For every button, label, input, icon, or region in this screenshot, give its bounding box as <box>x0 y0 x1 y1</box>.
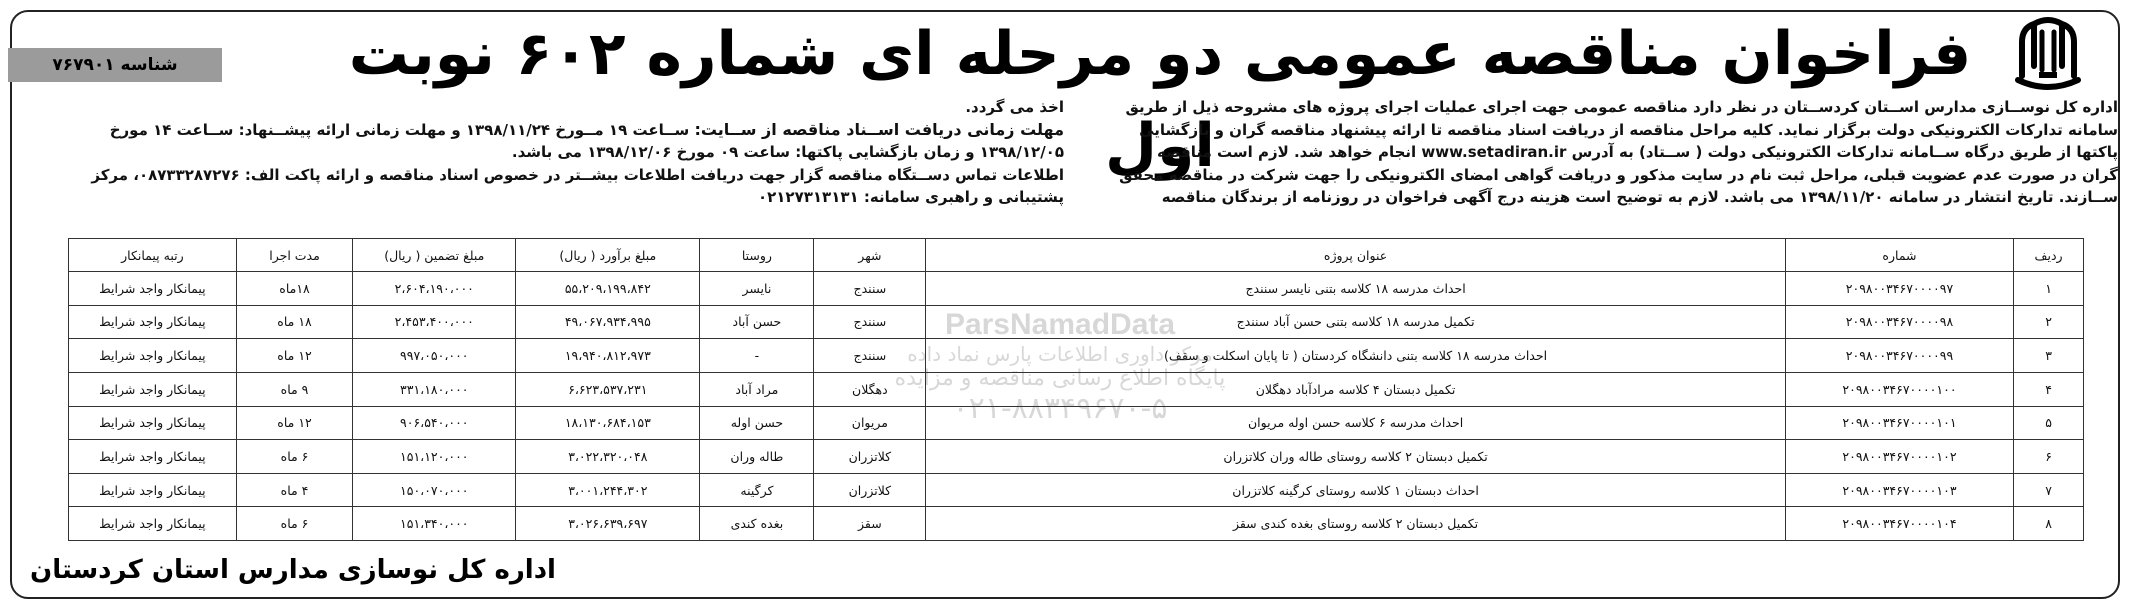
column-header-tender-number: شماره <box>1785 239 2013 272</box>
cell-row-number: ۳ <box>2014 339 2084 373</box>
cell-village: حسن اوله <box>700 406 814 440</box>
cell-duration: ۶ ماه <box>236 440 352 474</box>
cell-estimate: ۵۵،۲۰۹،۱۹۹،۸۴۲ <box>516 272 700 306</box>
intro-line: سامانه تدارکات الکترونیکی دولت برگزار نماید. کلیه مراحل مناقصه از دریافت اسناد مناقصه تا ارائه پیشنهاد مناقصه گران و بازگشایی <box>1139 120 2118 139</box>
column-header-village: روستا <box>700 239 814 272</box>
watermark-brand: ParsNamadData <box>944 308 1176 341</box>
cell-contractor-rank: پیمانکار واجد شرایط <box>69 440 237 474</box>
cell-village: طاله وران <box>700 440 814 474</box>
deadlines-paragraph <box>14 96 1064 226</box>
cell-contractor-rank: پیمانکار واجد شرایط <box>69 339 237 373</box>
intro-line: اخذ می گردد. <box>965 98 1064 116</box>
cell-village: حسن آباد <box>700 305 814 339</box>
cell-estimate: ۶،۶۲۳،۵۳۷،۲۳۱ <box>516 372 700 406</box>
deadline-label: مهلت زمانی دریافت اســناد مناقصه از ســایت: <box>694 119 1064 139</box>
column-header-city: شهر <box>814 239 926 272</box>
cell-project-title: احداث مدرسه ۱۸ کلاسه بتنی نایسر سنندج <box>926 272 1786 306</box>
column-header-contractor-rank: رتبه پیمانکار <box>69 239 237 272</box>
cell-duration: ۱۸ ماه <box>236 305 352 339</box>
cell-contractor-rank: پیمانکار واجد شرایط <box>69 305 237 339</box>
cell-row-number: ۶ <box>2014 440 2084 474</box>
cell-estimate: ۱۸،۱۳۰،۶۸۴،۱۵۳ <box>516 406 700 440</box>
cell-project-title: احداث مدرسه ۶ کلاسه حسن اوله مریوان <box>926 406 1786 440</box>
cell-estimate: ۳،۰۰۱،۲۴۴،۳۰۲ <box>516 473 700 507</box>
cell-village: نایسر <box>700 272 814 306</box>
watermark-line: مرکز داوری اطلاعات پارس نماد داده <box>907 342 1213 366</box>
cell-project-title: تکمیل دبستان ۲ کلاسه روستای بغده کندی سقز <box>926 507 1786 541</box>
cell-estimate: ۳،۰۲۲،۳۲۰،۰۴۸ <box>516 440 700 474</box>
cell-row-number: ۴ <box>2014 372 2084 406</box>
cell-row-number: ۲ <box>2014 305 2084 339</box>
column-header-duration: مدت اجرا <box>236 239 352 272</box>
table-row <box>69 507 2084 541</box>
deadline-line <box>14 119 1064 142</box>
table-row <box>69 372 2084 406</box>
intro-paragraph <box>1080 96 2118 226</box>
column-header-estimate: مبلغ برآورد ( ریال) <box>516 239 700 272</box>
watermark-phone: ۰۲۱-۸۸۳۴۹۶۷۰-۵ <box>952 391 1168 426</box>
cell-contractor-rank: پیمانکار واجد شرایط <box>69 406 237 440</box>
cell-tender-number: ۲۰۹۸۰۰۳۴۶۷۰۰۰۰۱۰۰ <box>1785 372 2013 406</box>
cell-village: مراد آباد <box>700 372 814 406</box>
cell-project-title: تکمیل دبستان ۴ کلاسه مرادآباد دهگلان <box>926 372 1786 406</box>
cell-project-title: تکمیل مدرسه ۱۸ کلاسه بتنی حسن آباد سنندج <box>926 305 1786 339</box>
projects-table <box>68 238 2084 541</box>
cell-city: سنندج <box>814 305 926 339</box>
cell-contractor-rank: پیمانکار واجد شرایط <box>69 272 237 306</box>
cell-guarantee: ۳۳۱،۱۸۰،۰۰۰ <box>353 372 516 406</box>
deadline-text: ســاعت ۱۹ مــورخ ۱۳۹۸/۱۱/۲۴ و مهلت زمانی ارائه پیشــنهاد: ســاعت ۱۴ مورخ <box>109 120 695 139</box>
cell-contractor-rank: پیمانکار واجد شرایط <box>69 372 237 406</box>
cell-project-title: احداث مدرسه ۱۸ کلاسه بتنی دانشگاه کردستان ( تا پایان اسکلت و سقف) <box>926 339 1786 373</box>
column-header-guarantee: مبلغ تضمین ( ریال) <box>353 239 516 272</box>
table-row <box>69 272 2084 306</box>
cell-row-number: ۸ <box>2014 507 2084 541</box>
cell-estimate: ۱۹،۹۴۰،۸۱۲،۹۷۳ <box>516 339 700 373</box>
cell-duration: ۹ ماه <box>236 372 352 406</box>
cell-duration: ۱۲ ماه <box>236 339 352 373</box>
cell-guarantee: ۹۰۶،۵۴۰،۰۰۰ <box>353 406 516 440</box>
cell-village: کرگینه <box>700 473 814 507</box>
table-row <box>69 339 2084 373</box>
table-row <box>69 305 2084 339</box>
cell-estimate: ۳،۰۲۶،۶۳۹،۶۹۷ <box>516 507 700 541</box>
column-header-row-number: ردیف <box>2014 239 2084 272</box>
intro-line: اداره کل نوســازی مدارس اســتان کردســتان در نظر دارد مناقصه عمومی جهت اجرای عملیات اجرای پروژه های مشروحه ذیل از طریق <box>1125 98 2118 116</box>
intro-line: ۱۳۹۸/۱۲/۰۵ و زمان بازگشایی پاکتها: ساعت ۰۹ مورخ ۱۳۹۸/۱۲/۰۶ می باشد. <box>511 143 1064 161</box>
cell-row-number: ۱ <box>2014 272 2084 306</box>
intro-line: گران در صورت عدم عضویت قبلی، مراحل ثبت نام در سایت مذکور و دریافت گواهی امضای الکترونیکی را جهت شرکت در مناقصه محقق <box>1119 165 2118 184</box>
cell-guarantee: ۹۹۷،۰۵۰،۰۰۰ <box>353 339 516 373</box>
table-row <box>69 406 2084 440</box>
notice-title: فراخوان مناقصه عمومی دو مرحله ای شماره ۶۰۲ نوبت اول <box>348 19 1972 181</box>
table-row <box>69 440 2084 474</box>
cell-guarantee: ۱۵۱،۳۴۰،۰۰۰ <box>353 507 516 541</box>
cell-duration: ۶ ماه <box>236 507 352 541</box>
cell-city: کلاتزران <box>814 440 926 474</box>
intro-line: پاکتها از طریق درگاه ســامانه تدارکات الکترونیکی دولت ( ســتاد) به آدرس www.setadiran.ir انجام خواهد شد. لازم است مناقصه <box>1157 143 2118 161</box>
cell-city: سقز <box>814 507 926 541</box>
cell-row-number: ۷ <box>2014 473 2084 507</box>
cell-tender-number: ۲۰۹۸۰۰۳۴۶۷۰۰۰۰۱۰۱ <box>1785 406 2013 440</box>
cell-city: سنندج <box>814 272 926 306</box>
cell-city: دهگلان <box>814 372 926 406</box>
cell-project-title: احداث دبستان ۱ کلاسه روستای کرگینه کلاتزران <box>926 473 1786 507</box>
cell-duration: ۴ ماه <box>236 473 352 507</box>
cell-city: سنندج <box>814 339 926 373</box>
organization-emblem-icon <box>2012 14 2084 94</box>
cell-city: کلاتزران <box>814 473 926 507</box>
column-header-project-title: عنوان پروژه <box>926 239 1786 272</box>
cell-tender-number: ۲۰۹۸۰۰۳۴۶۷۰۰۰۰۹۸ <box>1785 305 2013 339</box>
cell-tender-number: ۲۰۹۸۰۰۳۴۶۷۰۰۰۰۱۰۲ <box>1785 440 2013 474</box>
watermark-line: پایگاه اطلاع رسانی مناقصه و مزایده <box>894 366 1226 391</box>
cell-guarantee: ۱۵۱،۱۲۰،۰۰۰ <box>353 440 516 474</box>
table-header-row <box>69 239 2084 272</box>
cell-contractor-rank: پیمانکار واجد شرایط <box>69 473 237 507</box>
cell-city: مریوان <box>814 406 926 440</box>
support-line: پشتیبانی و راهبری سامانه: ۰۲۱۲۷۳۱۳۱۳۱ <box>757 188 1064 206</box>
cell-duration: ۱۸ماه <box>236 272 352 306</box>
cell-tender-number: ۲۰۹۸۰۰۳۴۶۷۰۰۰۰۱۰۳ <box>1785 473 2013 507</box>
intro-line: ســازند. تاریخ انتشار در سامانه ۱۳۹۸/۱۱/۲۰ می باشد. لازم به توضیح است هزینه درج آگهی فراخوان در روزنامه از برندگان مناقصه <box>1161 188 2118 206</box>
cell-village: بغده کندی <box>700 507 814 541</box>
cell-guarantee: ۲،۴۵۳،۴۰۰،۰۰۰ <box>353 305 516 339</box>
cell-tender-number: ۲۰۹۸۰۰۳۴۶۷۰۰۰۰۱۰۴ <box>1785 507 2013 541</box>
cell-tender-number: ۲۰۹۸۰۰۳۴۶۷۰۰۰۰۹۹ <box>1785 339 2013 373</box>
cell-duration: ۱۲ ماه <box>236 406 352 440</box>
table-row <box>69 473 2084 507</box>
contact-line: اطلاعات تماس دســتگاه مناقصه گزار جهت دریافت اطلاعات بیشــتر در خصوص اسناد مناقصه و ارائه پاکت الف: ۰۸۷۳۳۲۸۷۲۷۶، مرکز <box>91 165 1064 184</box>
cell-guarantee: ۱۵۰،۰۷۰،۰۰۰ <box>353 473 516 507</box>
issuer-signature: اداره کل نوسازی مدارس استان کردستان <box>30 555 556 585</box>
cell-project-title: تکمیل دبستان ۲ کلاسه روستای طاله وران کلاتزران <box>926 440 1786 474</box>
cell-contractor-rank: پیمانکار واجد شرایط <box>69 507 237 541</box>
notice-id-badge: شناسه ۷۶۷۹۰۱ <box>8 48 222 82</box>
cell-tender-number: ۲۰۹۸۰۰۳۴۶۷۰۰۰۰۹۷ <box>1785 272 2013 306</box>
cell-row-number: ۵ <box>2014 406 2084 440</box>
cell-guarantee: ۲،۶۰۴،۱۹۰،۰۰۰ <box>353 272 516 306</box>
cell-village: - <box>700 339 814 373</box>
cell-estimate: ۴۹،۰۶۷،۹۳۴،۹۹۵ <box>516 305 700 339</box>
